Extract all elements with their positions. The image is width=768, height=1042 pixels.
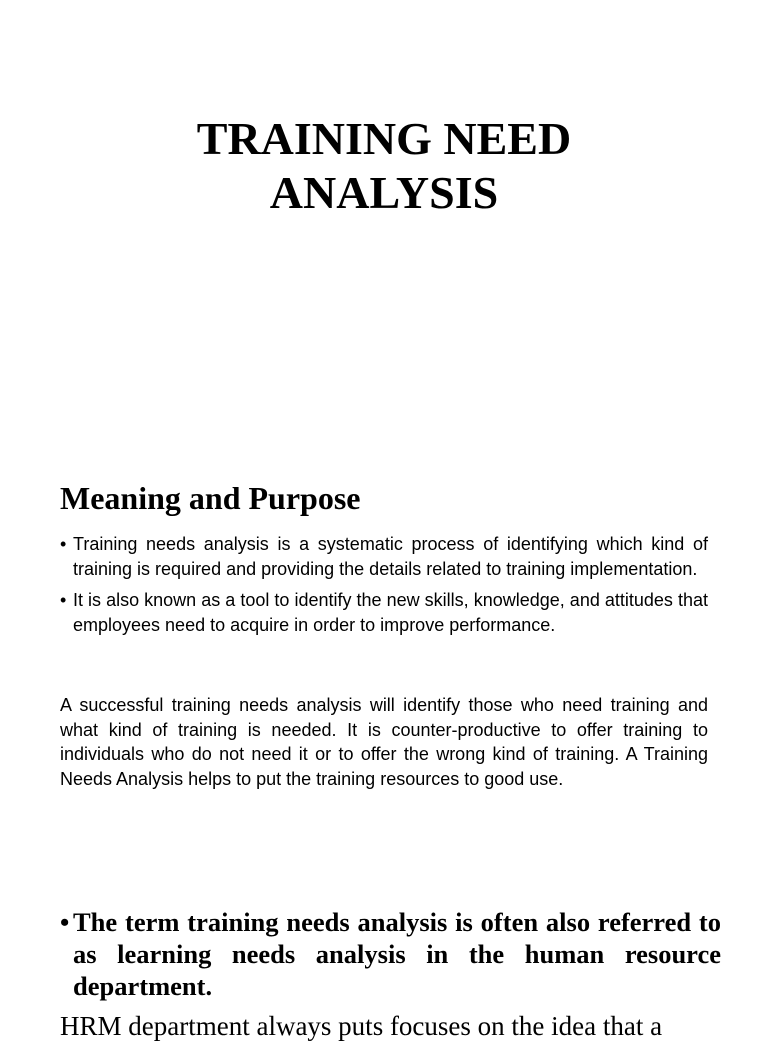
- partial-text-line: HRM department always puts focuses on the idea that a: [60, 1011, 663, 1041]
- bold-bullet: • The term training needs analysis is often also referred to as learning needs analysis in the human resource department.: [60, 906, 721, 1002]
- title-line-2: ANALYSIS: [269, 167, 499, 218]
- title-line-1: TRAINING NEED: [196, 113, 572, 164]
- section-heading: Meaning and Purpose: [60, 480, 361, 516]
- slide-title: [0, 112, 768, 220]
- paragraph: A successful training needs analysis will identify those who need training and what kind of training is needed. It is counter-productive to offer training to individuals who do not need it or to offer the wrong kind of training. A Training Needs Analysis helps to put the training resources to good use.: [60, 695, 708, 789]
- bullet-item: • Training needs analysis is a systematic process of identifying which kind of training is required and providing the details related to training implementation.: [60, 532, 708, 581]
- title-slide: [0, 0, 768, 448]
- bullet-item: • It is also known as a tool to identify the new skills, knowledge, and attitudes that employees need to acquire in order to improve performance.: [60, 588, 708, 637]
- bullet-list: [60, 532, 708, 644]
